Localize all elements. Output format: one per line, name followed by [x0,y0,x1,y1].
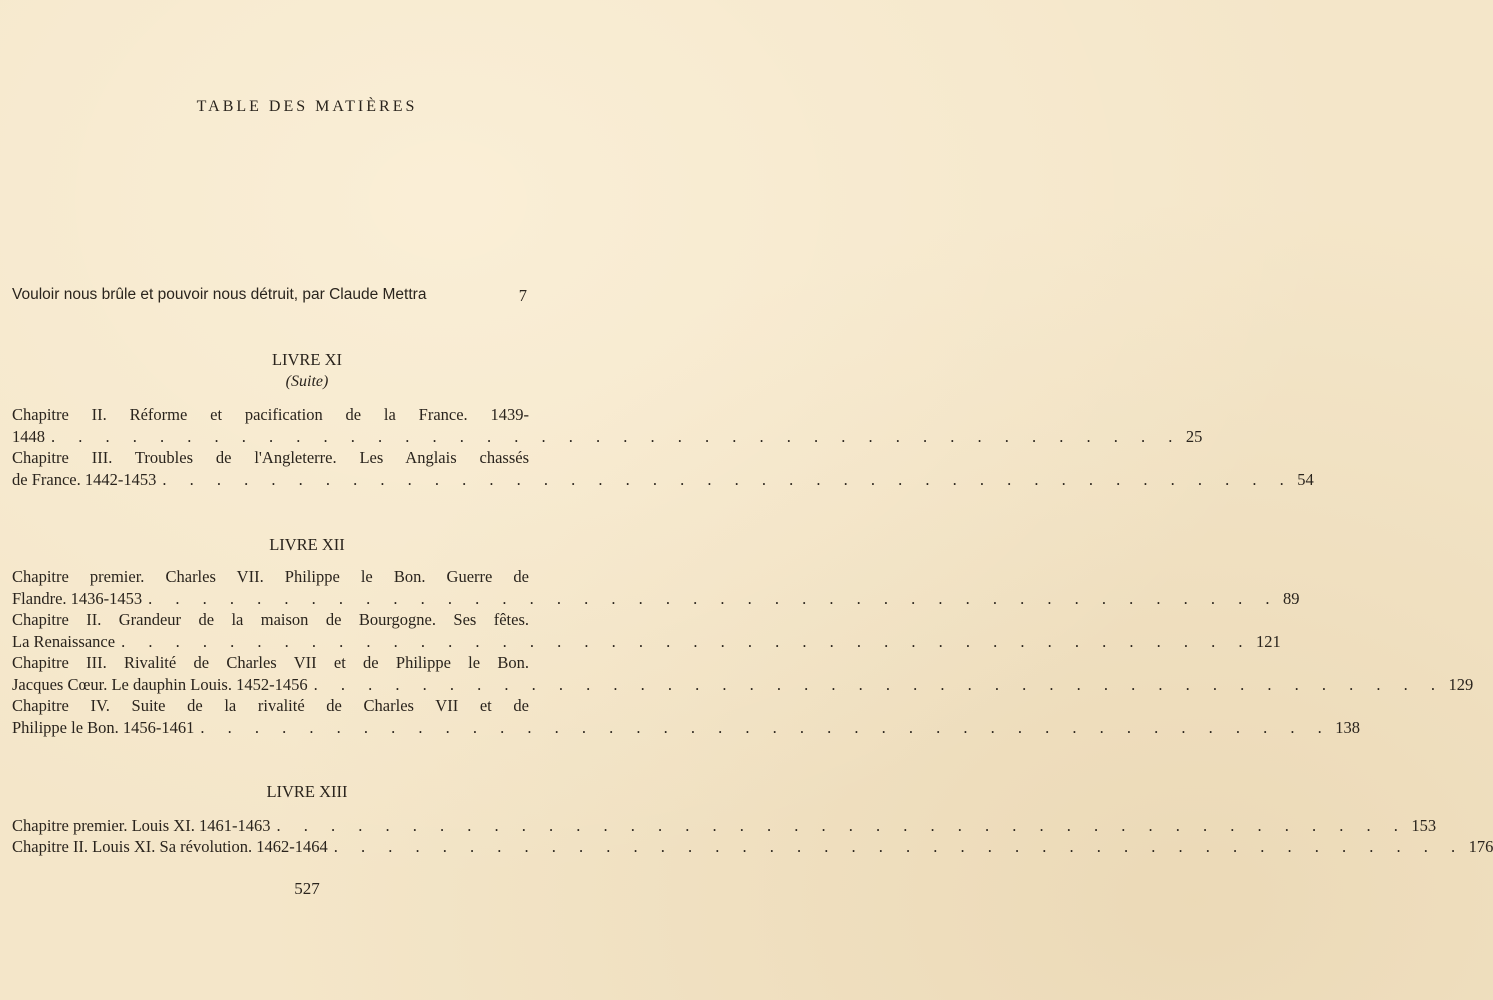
toc-entry [12,404,1203,447]
toc-entry-line: Chapitre II. Réforme et pacification de la France. 1439- [12,405,529,424]
toc-page-number: 176 [1468,837,1493,856]
toc-entry-line: Chapitre IV. Suite de la rivalité de Charles VII et de [12,696,529,715]
toc-entry-line: Chapitre II. Louis XI. Sa révolution. 1462-1464 [12,837,328,856]
section-title: LIVRE XII [269,535,345,554]
section-subtitle: (Suite) [285,373,329,390]
leader-dots: . . . . . . . . . . . . . . . . . . . . . . . . . . . . . . . . . . . . . . . . . . [313,674,1445,694]
toc-entry-intro [12,286,529,306]
toc-page-number: 153 [1411,816,1437,835]
toc-entry [12,695,1361,738]
toc-entry [12,609,1281,652]
leader-dots: . . . . . . . . . . . . . . . . . . . . . . . . . . . . . . . . . . . . . . . . . . [121,631,1252,651]
toc-entry-line: Chapitre III. Rivalité de Charles VII et de Philippe le Bon. [12,653,529,672]
toc-page-number: 7 [518,286,527,305]
toc-page-number: 138 [1335,717,1361,737]
section-title: LIVRE XIII [266,782,348,801]
toc-entry-line: Chapitre premier. Louis XI. 1461-1463 [12,816,271,835]
toc-page-number: 129 [1448,674,1474,694]
toc-entry [12,447,1314,490]
toc-entry-line: La Renaissance [12,631,116,651]
toc-entry [12,815,1437,837]
toc-entry [12,652,1474,695]
toc-entry-line: de France. 1442-1453 [12,469,157,489]
leader-dots: . . . . . . . . . . . . . . . . . . . . . . . . . . . . . . . . . . . . . . . . . . [162,469,1294,489]
toc-entry-line: 1448 [12,426,45,446]
leader-dots: . . . . . . . . . . . . . . . . . . . . . . . . . . . . . . . . . . . . . . . . . . [333,837,1465,856]
running-head: TABLE DES MATIÈRES [196,98,418,115]
toc-entry-line: Flandre. 1436-1453 [12,588,143,608]
toc-page-number: 89 [1283,588,1300,608]
toc-page-number: 25 [1185,426,1203,446]
leader-dots: . . . . . . . . . . . . . . . . . . . . . . . . . . . . . . . . . . . . . . . . . . [148,588,1280,608]
toc-entry [12,836,1493,858]
toc-entry-line: Philippe le Bon. 1456-1461 [12,717,195,737]
toc-entry-line: Chapitre premier. Charles VII. Philippe le Bon. Guerre de [12,567,529,586]
toc-page-number: 121 [1255,631,1281,651]
toc-entry-text: Vouloir nous brûle et pouvoir nous détruit, par Claude Mettra [12,286,427,303]
page-number: 527 [294,879,320,898]
leader-dots: . . . . . . . . . . . . . . . . . . . . . . . . . . . . . . . . . . . . . . . . . . [51,426,1182,446]
toc-entry-line: Chapitre III. Troubles de l'Angleterre. Les Anglais chassés [12,448,529,467]
toc-entry [12,566,1300,609]
toc-page-number: 54 [1297,469,1314,489]
leader-dots: . . . . . . . . . . . . . . . . . . . . . . . . . . . . . . . . . . . . . . . . . . [276,816,1408,835]
section-title: LIVRE XI [271,350,343,369]
leader-dots: . . . . . . . . . . . . . . . . . . . . . . . . . . . . . . . . . . . . . . . . . . [200,717,1332,737]
toc-entry-line: Chapitre II. Grandeur de la maison de Bourgogne. Ses fêtes. [12,610,529,629]
toc-entry-line: Jacques Cœur. Le dauphin Louis. 1452-1456 [12,674,308,694]
